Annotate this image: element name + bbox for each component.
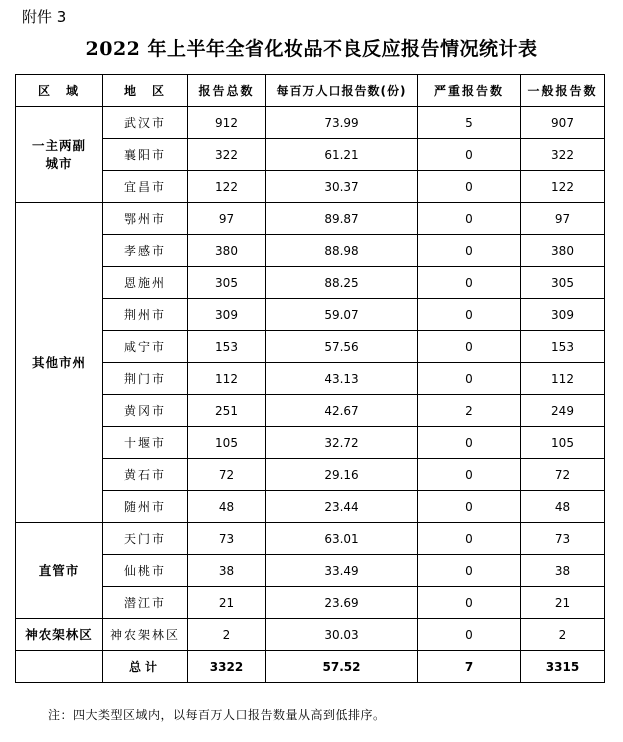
serious-cell: 0	[418, 459, 521, 491]
serious-cell: 0	[418, 491, 521, 523]
serious-cell: 0	[418, 363, 521, 395]
area-cell: 荆州市	[103, 299, 188, 331]
table-row	[16, 491, 605, 523]
serious-cell: 0	[418, 619, 521, 651]
region-cell: 一主两副城市	[16, 107, 103, 203]
serious-cell: 0	[418, 171, 521, 203]
serious-cell: 2	[418, 395, 521, 427]
header-area: 地 区	[103, 75, 188, 107]
general-cell: 322	[521, 139, 605, 171]
per-million-cell: 33.49	[266, 555, 418, 587]
region-cell: 其他市州	[16, 203, 103, 523]
general-cell: 21	[521, 587, 605, 619]
table-row	[16, 235, 605, 267]
footnote: 注：四大类型区域内，以每百万人口报告数量从高到低排序。	[48, 708, 386, 722]
area-cell: 咸宁市	[103, 331, 188, 363]
per-million-cell: 23.69	[266, 587, 418, 619]
total-cell: 251	[188, 395, 266, 427]
per-million-cell: 57.56	[266, 331, 418, 363]
area-cell: 随州市	[103, 491, 188, 523]
table-row	[16, 619, 605, 651]
serious-cell: 0	[418, 427, 521, 459]
total-cell: 122	[188, 171, 266, 203]
table-row	[16, 523, 605, 555]
serious-cell: 0	[418, 299, 521, 331]
serious-cell: 0	[418, 235, 521, 267]
total-cell: 2	[188, 619, 266, 651]
serious-cell: 5	[418, 107, 521, 139]
total-cell: 112	[188, 363, 266, 395]
totals-label: 总计	[103, 651, 188, 683]
total-cell: 38	[188, 555, 266, 587]
area-cell: 孝感市	[103, 235, 188, 267]
serious-cell: 0	[418, 203, 521, 235]
general-cell: 48	[521, 491, 605, 523]
serious-cell: 0	[418, 139, 521, 171]
table-row	[16, 139, 605, 171]
serious-cell: 0	[418, 523, 521, 555]
area-cell: 黄石市	[103, 459, 188, 491]
total-cell: 73	[188, 523, 266, 555]
general-cell: 112	[521, 363, 605, 395]
header-per-million: 每百万人口报告数(份)	[266, 75, 418, 107]
table-row	[16, 171, 605, 203]
page-title: 2022 年上半年全省化妆品不良反应报告情况统计表	[85, 38, 538, 60]
serious-cell: 0	[418, 587, 521, 619]
table-row	[16, 427, 605, 459]
per-million-cell: 43.13	[266, 363, 418, 395]
header-region: 区 域	[16, 75, 103, 107]
general-cell: 105	[521, 427, 605, 459]
general-cell: 122	[521, 171, 605, 203]
totals-serious: 7	[418, 651, 521, 683]
area-cell: 黄冈市	[103, 395, 188, 427]
annex-label: 附件 3	[22, 8, 67, 26]
region-cell: 神农架林区	[16, 619, 103, 651]
total-cell: 912	[188, 107, 266, 139]
area-cell: 仙桃市	[103, 555, 188, 587]
general-cell: 2	[521, 619, 605, 651]
total-cell: 309	[188, 299, 266, 331]
table-row	[16, 363, 605, 395]
table-row	[16, 587, 605, 619]
table-row	[16, 331, 605, 363]
header-row	[16, 75, 605, 107]
totals-row	[16, 651, 605, 683]
table-body	[16, 107, 605, 683]
total-cell: 21	[188, 587, 266, 619]
area-cell: 潜江市	[103, 587, 188, 619]
general-cell: 305	[521, 267, 605, 299]
header-serious: 严重报告数	[418, 75, 521, 107]
table-row	[16, 203, 605, 235]
table-row	[16, 299, 605, 331]
per-million-cell: 30.37	[266, 171, 418, 203]
total-cell: 153	[188, 331, 266, 363]
general-cell: 97	[521, 203, 605, 235]
totals-total: 3322	[188, 651, 266, 683]
area-cell: 天门市	[103, 523, 188, 555]
total-cell: 380	[188, 235, 266, 267]
per-million-cell: 88.25	[266, 267, 418, 299]
total-cell: 105	[188, 427, 266, 459]
area-cell: 襄阳市	[103, 139, 188, 171]
header-general: 一般报告数	[521, 75, 605, 107]
totals-empty-cell	[16, 651, 103, 683]
per-million-cell: 61.21	[266, 139, 418, 171]
area-cell: 神农架林区	[103, 619, 188, 651]
per-million-cell: 59.07	[266, 299, 418, 331]
serious-cell: 0	[418, 331, 521, 363]
general-cell: 907	[521, 107, 605, 139]
table-row	[16, 395, 605, 427]
table-row	[16, 555, 605, 587]
serious-cell: 0	[418, 555, 521, 587]
area-cell: 十堰市	[103, 427, 188, 459]
per-million-cell: 63.01	[266, 523, 418, 555]
general-cell: 153	[521, 331, 605, 363]
general-cell: 73	[521, 523, 605, 555]
region-cell: 直管市	[16, 523, 103, 619]
per-million-cell: 30.03	[266, 619, 418, 651]
total-cell: 305	[188, 267, 266, 299]
total-cell: 72	[188, 459, 266, 491]
area-cell: 武汉市	[103, 107, 188, 139]
area-cell: 荆门市	[103, 363, 188, 395]
general-cell: 72	[521, 459, 605, 491]
header-total: 报告总数	[188, 75, 266, 107]
total-cell: 97	[188, 203, 266, 235]
per-million-cell: 42.67	[266, 395, 418, 427]
general-cell: 309	[521, 299, 605, 331]
table-row	[16, 267, 605, 299]
general-cell: 38	[521, 555, 605, 587]
per-million-cell: 73.99	[266, 107, 418, 139]
per-million-cell: 88.98	[266, 235, 418, 267]
table-row	[16, 459, 605, 491]
total-cell: 322	[188, 139, 266, 171]
serious-cell: 0	[418, 267, 521, 299]
general-cell: 249	[521, 395, 605, 427]
per-million-cell: 29.16	[266, 459, 418, 491]
area-cell: 鄂州市	[103, 203, 188, 235]
general-cell: 380	[521, 235, 605, 267]
per-million-cell: 23.44	[266, 491, 418, 523]
totals-per-million: 57.52	[266, 651, 418, 683]
table-row	[16, 107, 605, 139]
area-cell: 宜昌市	[103, 171, 188, 203]
area-cell: 恩施州	[103, 267, 188, 299]
statistics-table	[15, 74, 605, 683]
total-cell: 48	[188, 491, 266, 523]
per-million-cell: 89.87	[266, 203, 418, 235]
per-million-cell: 32.72	[266, 427, 418, 459]
totals-general: 3315	[521, 651, 605, 683]
